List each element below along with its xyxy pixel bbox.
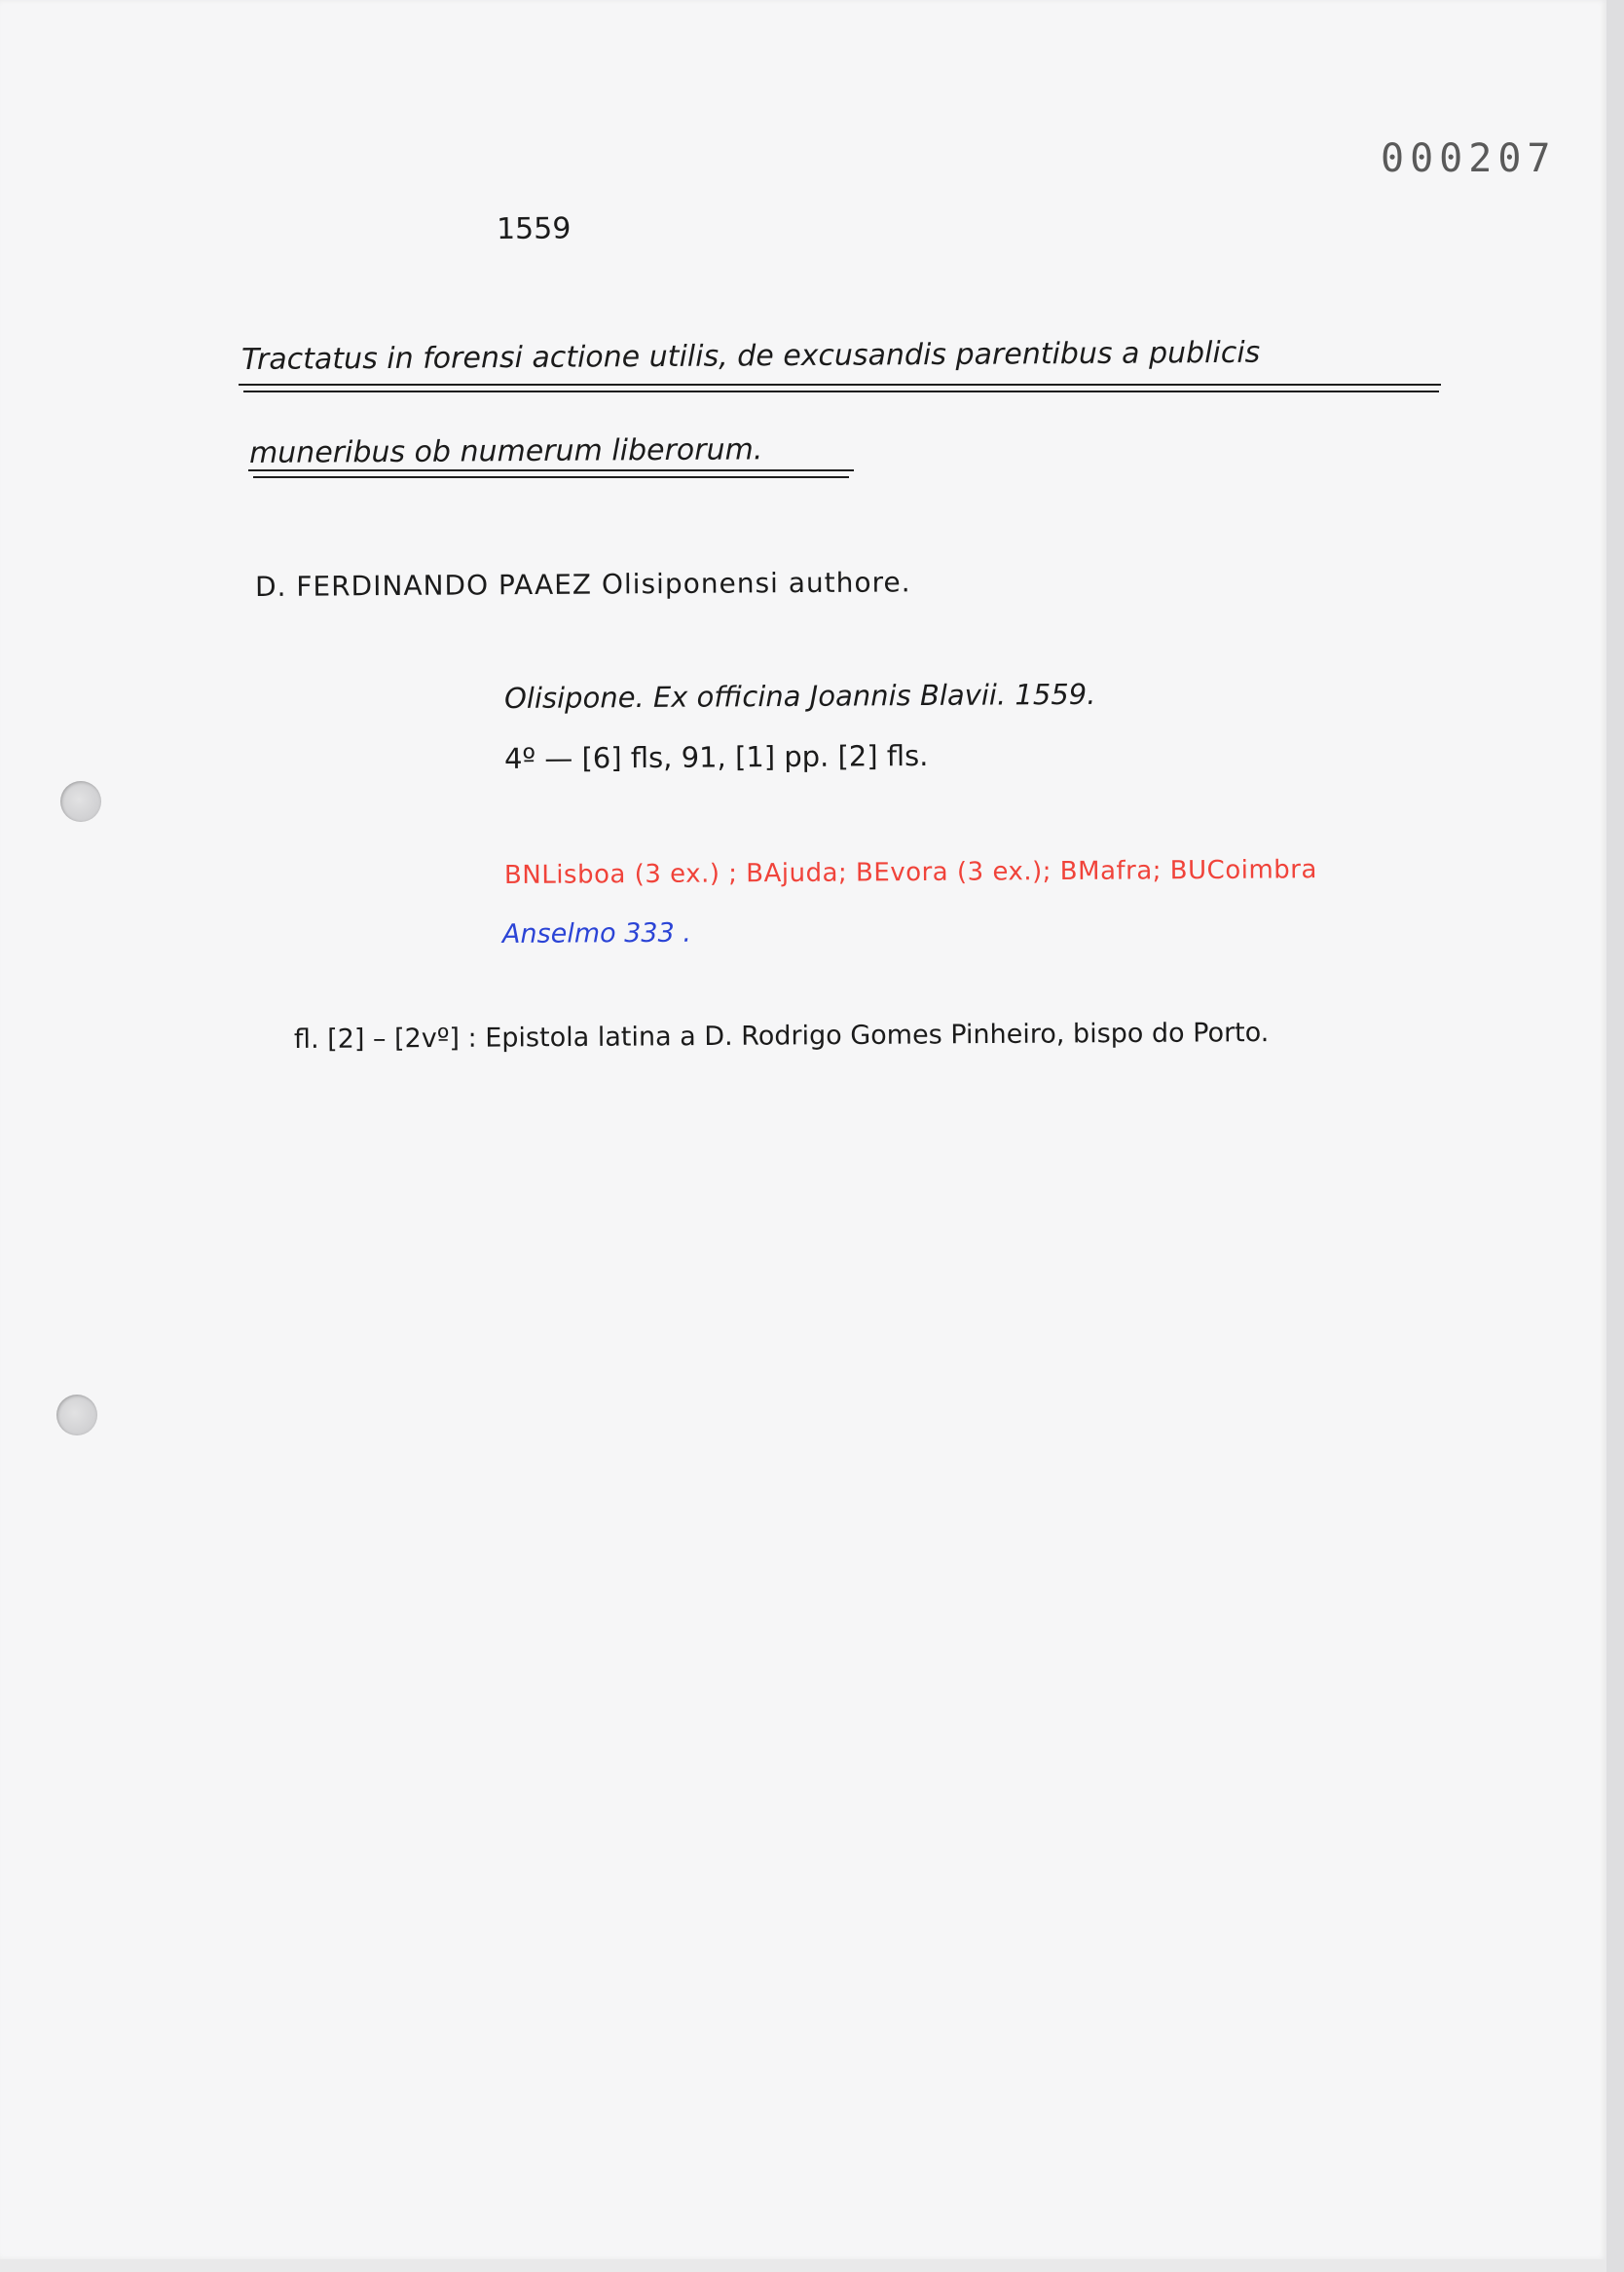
note-line: fl. [2] – [2vº] : Epistola latina a D. Rodrigo Gomes Pinheiro, bispo do Porto.	[293, 1018, 1270, 1055]
reference-line: Anselmo 333 .	[501, 917, 691, 950]
title-underline-1b	[243, 391, 1439, 392]
title-underline-1a	[239, 384, 1441, 386]
publication-year: 1559	[496, 211, 572, 246]
imprint-line: Olisipone. Ex officina Joannis Blavii. 1559.	[503, 677, 1096, 715]
scan-edge	[1606, 0, 1624, 2272]
title-underline-2b	[253, 476, 849, 478]
author-line: D. FERDINANDO PAAEZ Olisiponensi authore.	[254, 566, 911, 603]
title-line-2: muneribus ob numerum liberorum.	[248, 432, 763, 470]
collation-line: 4º — [6] fls, 91, [1] pp. [2] fls.	[503, 738, 929, 775]
holdings-line: BNLisboa (3 ex.) ; BAjuda; BEvora (3 ex.); BMafra; BUCoimbra	[503, 855, 1317, 890]
title-underline-2a	[248, 469, 854, 471]
title-line-1: Tractatus in forensi actione utilis, de excusandis parentibus a publicis	[240, 335, 1261, 377]
punch-hole-upper	[60, 781, 101, 822]
stamp-number: 000207	[1381, 136, 1557, 181]
punch-hole-lower	[56, 1395, 97, 1435]
